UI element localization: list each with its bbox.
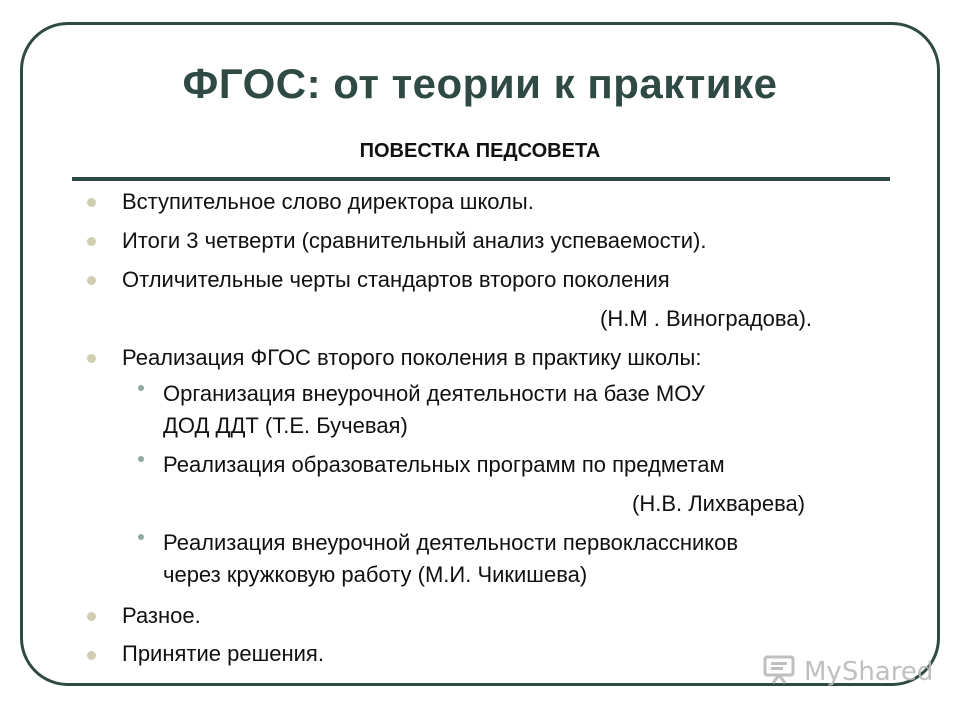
slide-title: ФГОС: от теории к практике <box>182 60 778 107</box>
bullet-dot <box>87 612 96 621</box>
agenda-heading: ПОВЕСТКА ПЕДСОВЕТА <box>359 140 601 162</box>
watermark <box>762 652 933 692</box>
bullet-dot <box>87 276 96 285</box>
sub-list-item-continuation: через кружковую работу (М.И. Чикишева) <box>163 562 588 587</box>
list-item: Отличительные черты стандартов второго поколения <box>122 267 670 292</box>
sub-list-item-attribution: (Н.В. Лихварева) <box>632 491 806 516</box>
bullet-dot <box>87 198 96 207</box>
bullet-dot <box>87 354 96 363</box>
list-item: Реализация ФГОС второго поколения в практику школы: <box>122 345 702 370</box>
sub-list-item: Реализация образовательных программ по предметам <box>163 452 725 477</box>
list-item: Итоги 3 четверти (сравнительный анализ успеваемости). <box>122 228 707 253</box>
list-item-attribution: (Н.М . Виноградова). <box>600 306 813 331</box>
sub-bullet-dot <box>138 385 144 391</box>
sub-bullet-dot <box>138 534 144 540</box>
list-item: Принятие решения. <box>122 641 324 666</box>
watermark-text: MyShared <box>804 657 934 687</box>
sub-list-item: Организация внеурочной деятельности на базе МОУ <box>163 381 705 406</box>
bullet-dot <box>87 237 96 246</box>
list-item: Разное. <box>122 603 201 628</box>
sub-list-item: Реализация внеурочной деятельности первоклассников <box>163 530 739 555</box>
sub-list-item-continuation: ДОД ДДТ (Т.Е. Бучевая) <box>163 413 408 438</box>
bullet-dot <box>87 651 96 660</box>
sub-bullet-dot <box>138 456 144 462</box>
presentation-board-icon <box>762 654 798 691</box>
list-item: Вступительное слово директора школы. <box>122 189 534 214</box>
